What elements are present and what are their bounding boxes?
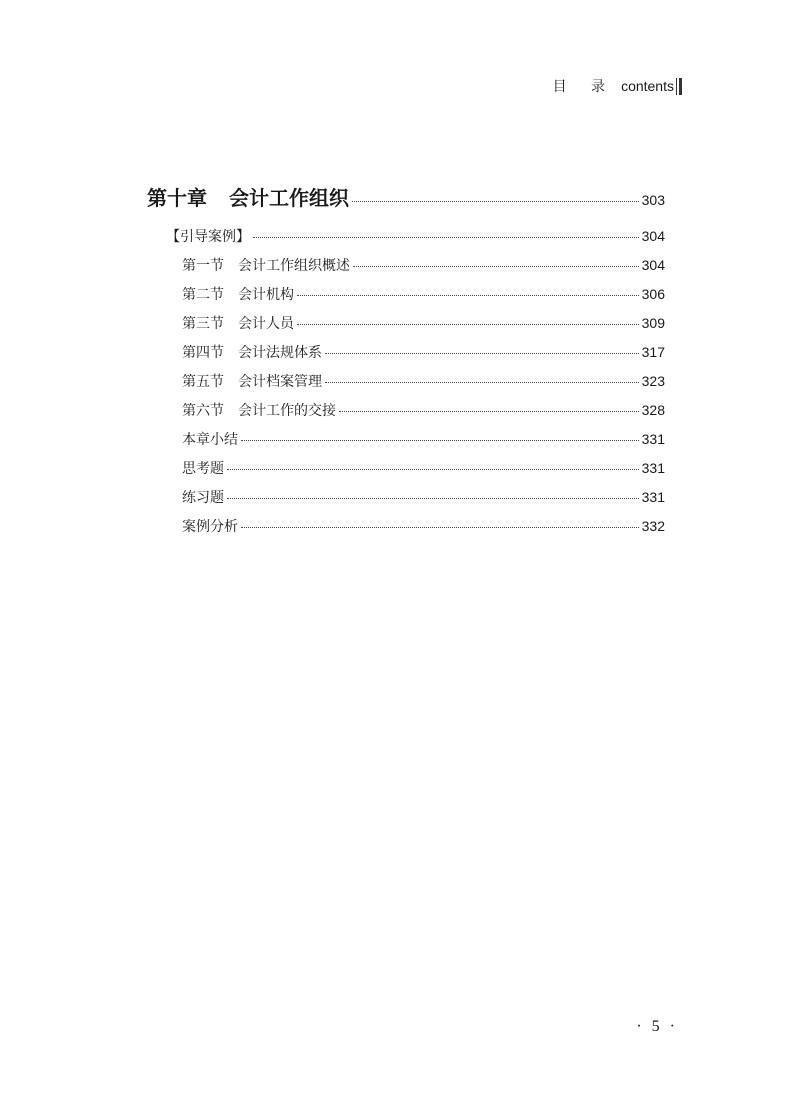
entry-title: 会计人员 [238, 316, 294, 332]
entry-title: 会计机构 [238, 287, 294, 303]
toc-entry-questions[interactable] [182, 458, 665, 478]
header-title-en: contents [621, 78, 674, 94]
dot-leader [297, 324, 639, 325]
toc-entry-section-3[interactable] [182, 313, 665, 333]
entry-title: 会计工作的交接 [238, 403, 336, 419]
header-rule-thin [676, 78, 677, 95]
entry-page: 328 [641, 402, 665, 418]
toc-entry-chapter-summary[interactable] [182, 429, 665, 449]
dot-leader [241, 527, 639, 528]
dot-leader [339, 411, 639, 412]
entry-title: 会计法规体系 [238, 345, 322, 361]
running-header [553, 76, 682, 96]
toc-entry-case-analysis[interactable] [182, 516, 665, 536]
entry-title: 思考题 [182, 461, 224, 477]
chapter-number: 第十章 [147, 186, 207, 210]
dot-leader [352, 201, 639, 202]
section-number: 第二节 [182, 287, 224, 303]
dot-leader [353, 266, 639, 267]
entry-title: 会计工作组织概述 [238, 258, 350, 274]
entry-page: 317 [641, 344, 665, 360]
header-title-cn: 目 录 [552, 79, 616, 95]
toc-entry-guide-case[interactable] [166, 226, 665, 246]
dot-leader [253, 237, 639, 238]
dot-leader [227, 498, 639, 499]
section-number: 第四节 [182, 345, 224, 361]
dot-leader [325, 353, 639, 354]
entry-page: 331 [641, 460, 665, 476]
entry-title: 练习题 [182, 490, 224, 506]
entry-page: 304 [641, 257, 665, 273]
entry-page: 309 [641, 315, 665, 331]
chapter-title: 会计工作组织 [229, 186, 349, 210]
entry-page: 331 [641, 431, 665, 447]
section-number: 第六节 [182, 403, 224, 419]
dot-leader [227, 469, 639, 470]
entry-title: 会计档案管理 [238, 374, 322, 390]
toc-entry-section-1[interactable] [182, 255, 665, 275]
chapter-page: 303 [641, 192, 665, 208]
page-number: · 5 · [636, 1018, 678, 1035]
entry-title: 本章小结 [182, 432, 238, 448]
toc-entry-section-4[interactable] [182, 342, 665, 362]
entry-page: 306 [641, 286, 665, 302]
chapter-entry[interactable] [147, 182, 665, 211]
entry-page: 332 [641, 518, 665, 534]
toc-entry-section-2[interactable] [182, 284, 665, 304]
entry-title: 【引导案例】 [166, 229, 250, 245]
toc-entry-section-6[interactable] [182, 400, 665, 420]
dot-leader [297, 295, 639, 296]
toc-entry-section-5[interactable] [182, 371, 665, 391]
dot-leader [325, 382, 639, 383]
section-number: 第三节 [182, 316, 224, 332]
entry-page: 304 [641, 228, 665, 244]
entry-page: 323 [641, 373, 665, 389]
header-rule-thick [679, 78, 682, 95]
toc-entry-exercises[interactable] [182, 487, 665, 507]
entry-title: 案例分析 [182, 519, 238, 535]
section-number: 第五节 [182, 374, 224, 390]
dot-leader [241, 440, 639, 441]
section-number: 第一节 [182, 258, 224, 274]
entry-page: 331 [641, 489, 665, 505]
